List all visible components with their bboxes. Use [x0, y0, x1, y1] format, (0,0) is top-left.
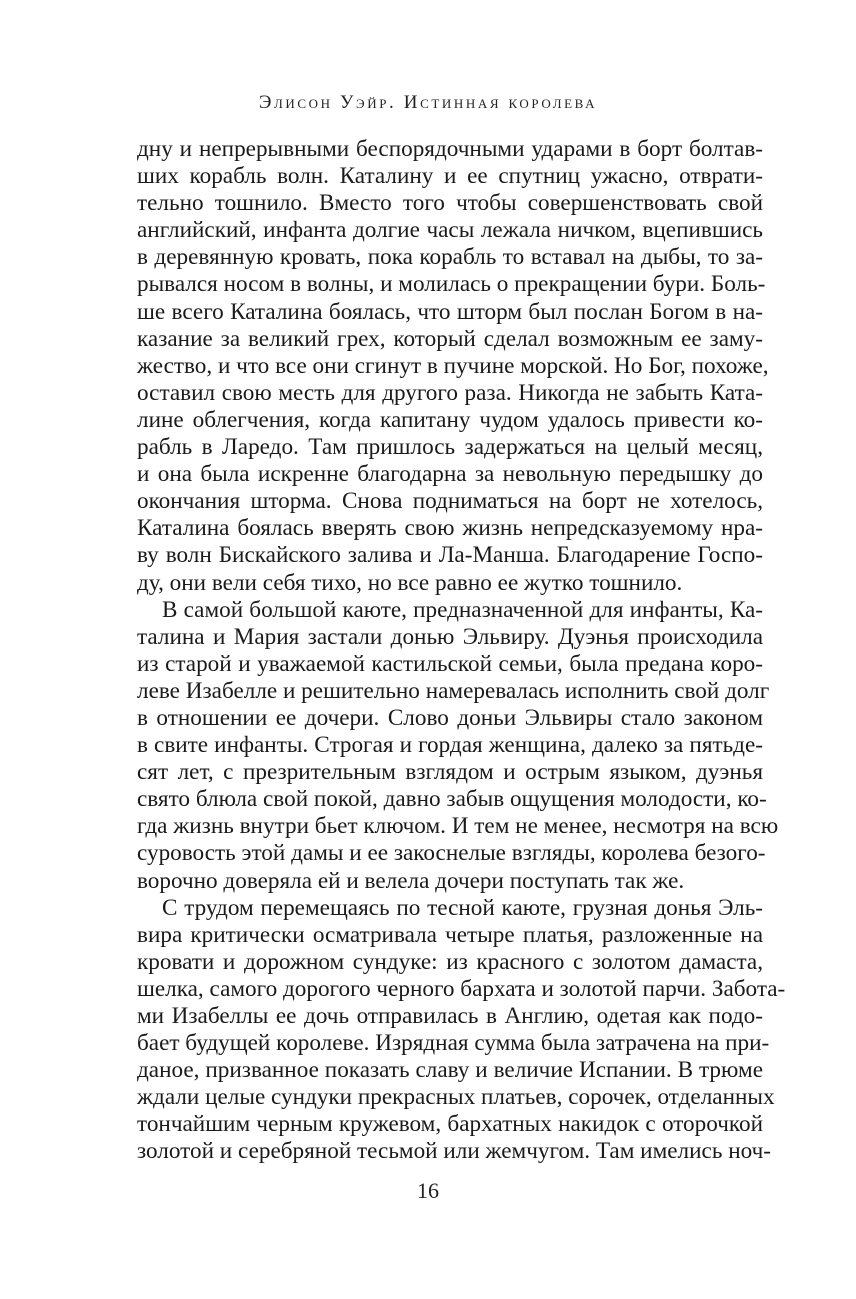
text-line: ду, они вели себя тихо, но все равно ее жутко тошнило. — [137, 569, 683, 596]
text-line: гда жизнь внутри бьет ключом. И тем не менее, несмотря на всю — [137, 813, 779, 840]
text-line: лине облегчения, когда капитану чудом удалось привести ко- — [137, 406, 763, 433]
text-line: тельно тошнило. Вместо того чтобы совершенствовать свой — [137, 190, 763, 217]
text-line: талина и Мария застали донью Эльвиру. Дуэнья происходила — [137, 623, 763, 650]
text-line: В самой большой каюте, предназначенной для инфанты, Ка- — [162, 596, 763, 623]
text-line: С трудом перемещаясь по тесной каюте, грузная донья Эль- — [162, 894, 763, 921]
text-line: вира критически осматривала четыре платья, разложенные на — [137, 921, 763, 948]
text-line: ждали целые сундуки прекрасных платьев, сорочек, отделанных — [137, 1084, 775, 1111]
text-line: бает будущей королеве. Изрядная сумма была затрачена на при- — [137, 1030, 770, 1057]
text-line: суровость этой дамы и ее закоснелые взгляды, королева безого- — [137, 840, 766, 867]
text-line: тончайшим черным кружевом, бархатных накидок с оторочкой — [137, 1111, 763, 1138]
text-line: ву волн Бискайского залива и Ла-Манша. Благодарение Госпо- — [137, 542, 763, 569]
text-line: шелка, самого дорогого черного бархата и золотой парчи. Забота- — [137, 975, 786, 1002]
text-line: ми Изабеллы ее дочь отправилась в Англию, одетая как подо- — [137, 1003, 763, 1029]
text-line: оставил свою месть для другого раза. Никогда не забыть Ката- — [137, 379, 763, 406]
text-line: жество, и что все они сгинут в пучине морской. Но Бог, похоже, — [137, 352, 769, 379]
text-line: свято блюла свой покой, давно забыв ощущения молодости, ко- — [137, 786, 767, 813]
running-head: Элисон Уэйр. Истинная королева — [258, 92, 598, 113]
text-line: кровати и дорожном сундуке: из красного с золотом дамаста, — [137, 948, 763, 975]
text-line: рабль в Ларедо. Там пришлось задержаться на целый месяц, — [137, 434, 763, 461]
text-line: ше всего Каталина боялась, что шторм был послан Богом в на- — [137, 298, 763, 325]
text-line: казание за великий грех, который сделал возможным ее заму- — [137, 325, 763, 352]
text-line: и она была искренне благодарна за невольную передышку до — [137, 461, 763, 488]
body-text — [137, 136, 786, 1166]
text-line: рывался носом в волны, и молилась о прекращении бури. Боль- — [137, 271, 766, 298]
text-line: золотой и серебряной тесьмой или жемчугом. Там имелись ноч- — [137, 1138, 771, 1165]
text-line: даное, призванное показать славу и величие Испании. В трюме — [137, 1057, 763, 1084]
text-line: сят лет, с презрительным взглядом и острым языком, дуэнья — [137, 759, 763, 786]
page-number: 16 — [417, 1178, 439, 1203]
text-line: английский, инфанта долгие часы лежала ничком, вцепившись — [137, 217, 763, 244]
text-line: в свите инфанты. Строгая и гордая женщина, далеко за пятьде- — [137, 732, 763, 759]
text-line: из старой и уважаемой кастильской семьи, была предана коро- — [137, 650, 763, 677]
text-line: в деревянную кровать, пока корабль то вставал на дыбы, то за- — [137, 244, 763, 271]
text-line: дну и непрерывными беспорядочными ударами в борт болтав- — [137, 136, 763, 162]
text-line: ших корабль волн. Каталину и ее спутниц ужасно, отврати- — [137, 163, 763, 190]
text-line: ворочно доверяла ей и велела дочери поступать так же. — [137, 867, 685, 894]
text-line: окончания шторма. Снова подниматься на борт не хотелось, — [137, 488, 763, 515]
text-line: леве Изабелле и решительно намеревалась исполнить свой долг — [137, 677, 770, 704]
text-line: Каталина боялась вверять свою жизнь непредсказуемому нра- — [137, 515, 763, 542]
text-line: в отношении ее дочери. Слово доньи Эльвиры стало законом — [137, 704, 763, 731]
